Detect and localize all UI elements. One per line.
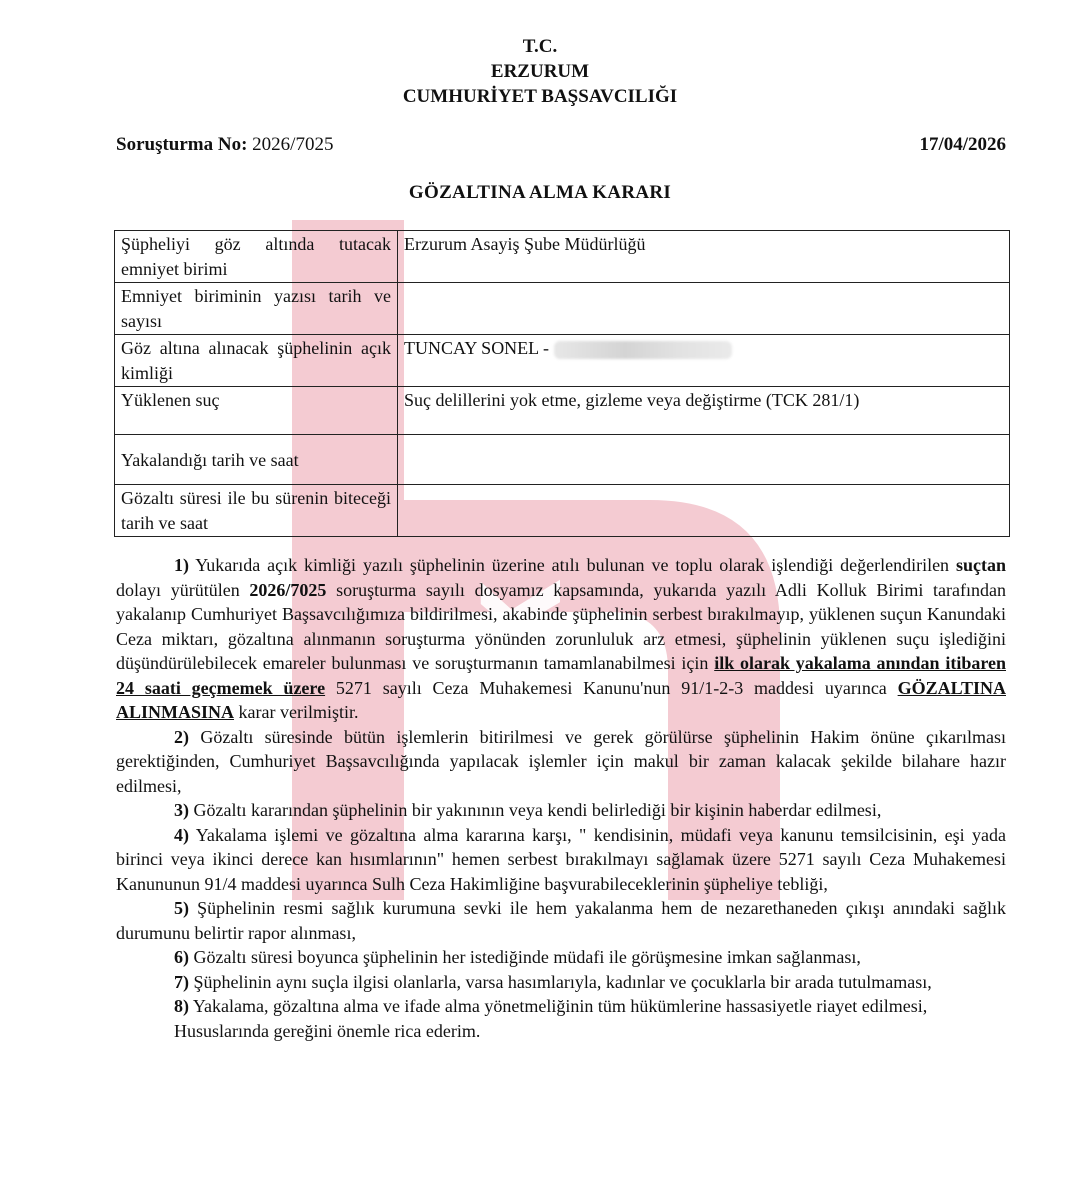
bold-text: suçtan [955, 555, 1006, 575]
document-title: GÖZALTINA ALMA KARARI [408, 182, 672, 203]
paragraph-text: karar verilmiştir. [234, 702, 359, 722]
table-label: Emniyet biriminin yazısı tarih ve sayısı [115, 283, 398, 335]
case-number-label: Soruşturma No: [116, 134, 248, 155]
closing-line: Hususlarında gereğini önemle rica ederim. [174, 1020, 481, 1041]
paragraph-1 [116, 553, 1006, 725]
table-value: Suç delillerini yok etme, gizleme veya değiştirme (TCK 281/1) [398, 387, 1010, 435]
paragraph-number: 3) [174, 800, 189, 820]
paragraph-text: Gözaltı süresinde bütün işlemlerin bitirilmesi ve gerek görülürse şüphelinin Hakim önüne çıkarılması gerektiğinden, Cumhuriyet Başsavcılığında yapılacak işlemler için makul bir zaman kalacak şekilde bilahare hazır edilmesi, [116, 726, 1006, 796]
paragraph-8 [116, 994, 1006, 1019]
table-row [115, 283, 1010, 335]
table-value: Erzurum Asayiş Şube Müdürlüğü [398, 231, 1010, 283]
paragraph-text: Yakalama, gözaltına alma ve ifade alma yönetmeliğinin tüm hükümlerine hassasiyetle riayet edilmesi, [189, 996, 928, 1016]
table-label: Şüpheliyi göz altında tutacak emniyet birimi [115, 231, 398, 283]
document-header [0, 34, 1080, 109]
header-city: ERZURUM [490, 61, 590, 82]
paragraph-3 [116, 798, 1006, 823]
paragraph-number: 5) [174, 898, 189, 918]
table-value [398, 485, 1010, 537]
table-row [115, 335, 1010, 387]
paragraph-number: 2) [174, 726, 189, 747]
paragraph-2 [116, 725, 1006, 799]
decision-body [116, 553, 1006, 1043]
paragraph-number: 7) [174, 971, 189, 992]
paragraph-number: 6) [174, 947, 189, 967]
info-table [114, 230, 1010, 537]
paragraph-6 [116, 945, 1006, 970]
document-date: 17/04/2026 [919, 134, 1006, 155]
paragraph-text: 5271 sayılı Ceza Muhakemesi Kanunu'nun 91/1-2-3 maddesi uyarınca [325, 677, 898, 698]
paragraph-7 [116, 970, 1006, 995]
paragraph-5 [116, 896, 1006, 945]
redacted-id-blur [554, 341, 732, 359]
paragraph-text: Şüphelinin aynı suçla ilgisi olanlarla, varsa hasımlarıyla, kadınlar ve çocuklarla bir arada tutulmaması, [189, 971, 932, 992]
paragraph-text: Gözaltı süresi boyunca şüphelinin her istediğinde müdafi ile görüşmesine imkan sağlanması, [189, 947, 861, 967]
table-label: Gözaltı süresi ile bu sürenin biteceği tarih ve saat [115, 485, 398, 537]
header-office: CUMHURİYET BAŞSAVCILIĞI [402, 86, 678, 107]
table-value-identity [398, 335, 1010, 387]
paragraph-text: Şüphelinin resmi sağlık kurumuna sevki ile hem yakalanma hem de nezarethaneden çıkışı anındaki sağlık durumunu belirtir rapor alınması, [116, 898, 1006, 943]
paragraph-number: 4) [174, 824, 189, 845]
case-number [116, 134, 333, 156]
table-value [398, 435, 1010, 485]
suspect-name: TUNCAY SONEL - [404, 338, 550, 358]
underlined-duration: ilk olarak yakalama anından itibaren 24 saati geçmemek üzere [116, 653, 1006, 698]
table-row [115, 485, 1010, 537]
paragraph-number: 1) [174, 555, 189, 575]
paragraph-text: Gözaltı kararından şüphelinin bir yakınının veya kendi belirlediği bir kişinin haberdar edilmesi, [189, 800, 882, 820]
table-row [115, 435, 1010, 485]
underlined-decision: GÖZALTINA ALINMASINA [116, 677, 1006, 722]
table-label: Göz altına alınacak şüphelinin açık kimliği [115, 335, 398, 387]
paragraph-number: 8) [174, 996, 189, 1016]
case-number-value: 2026/7025 [252, 134, 334, 155]
watermark-text: halk [424, 579, 592, 880]
table-label: Yüklenen suç [115, 387, 398, 435]
table-row [115, 231, 1010, 283]
table-row [115, 387, 1010, 435]
paragraph-text: Yukarıda açık kimliği yazılı şüphelinin üzerine atılı bulunan ve toplu olarak işlendiği değerlendirilen [189, 555, 956, 575]
header-country: T.C. [522, 36, 558, 57]
bold-case-number: 2026/7025 [249, 579, 327, 600]
table-label: Yakalandığı tarih ve saat [115, 435, 398, 485]
table-value [398, 283, 1010, 335]
paragraph-text: dolayı yürütülen [116, 579, 250, 600]
paragraph-text: soruşturma sayılı dosyamız kapsamında, yukarıda yazılı Adli Kolluk Birimi tarafından yakalanıp Cumhuriyet Başsavcılığımıza bildirilmesi, akabinde şüphelinin serbest bırakılmayıp, yüklenen suçun Kanundaki Ceza miktarı, gözaltına alınmanın soruşturma yönünden zorunluluk arz etmesi, şüphelinin yüklenen suçu işlediğini düşündürülebilecek emareler bulunması ve soruşturmanın tamamlanabilmesi için [116, 579, 1006, 673]
paragraph-4 [116, 823, 1006, 897]
paragraph-text: Yakalama işlemi ve gözaltına alma kararına karşı, " kendisinin, müdafi veya kanunu temsilcisinin, eşi yada birinci veya ikinci derece kan hısımlarının" hemen serbest bırakılmayı sağlamak üzere 5271 sayılı Ceza Muhakemesi Kanununun 91/4 maddesi uyarınca Sulh Ceza Hakimliğine başvurabileceklerinin şüpheliye tebliği, [116, 824, 1006, 894]
